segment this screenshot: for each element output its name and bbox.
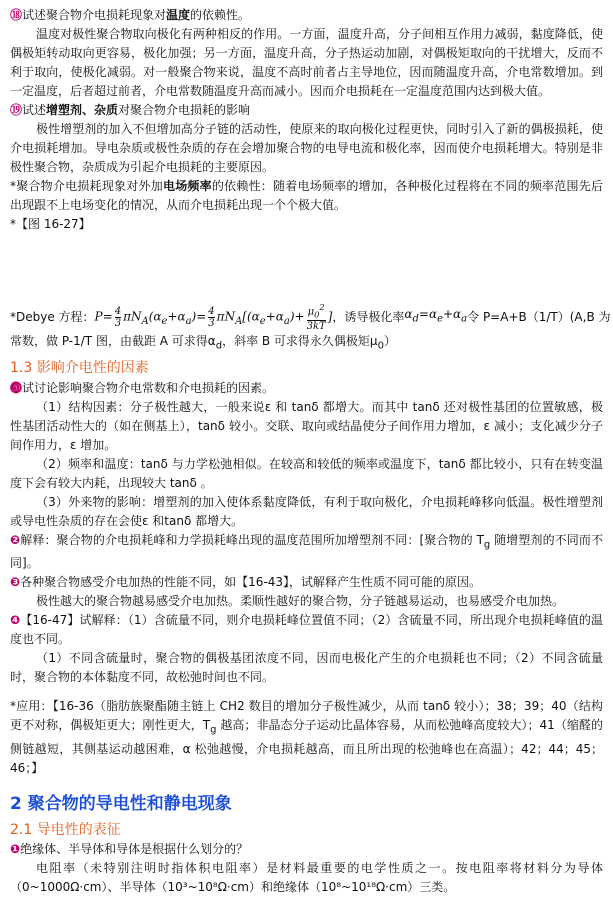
debye-rest: ，诱导极化率: [332, 309, 405, 324]
note-bold: 电场频率: [162, 179, 212, 193]
application-note: [10, 697, 603, 777]
figure-placeholder: [10, 234, 603, 298]
application-text-a: *应用：【16-36（脂肪族聚酯随主链上 CH2 数目的增加分子极性减少，从而 tanδ 较小）；38；39；40（结构更不对称，偶极矩更大；刚性更大，T: [10, 699, 603, 733]
question-text-a: 解释：聚合物的介电损耗峰和力学损耗峰出现的温度范围所加增塑剂不同：[聚合物的 T: [20, 532, 484, 547]
question-title-bold: 增塑剂、杂质: [46, 103, 119, 117]
question-title-c: 对聚合物介电损耗的影响: [118, 103, 251, 117]
question-title-c: 的依赖性。: [190, 8, 251, 22]
question-title-bold: 温度: [166, 8, 191, 22]
tg-subscript: g: [210, 724, 217, 736]
debye-label: *Debye 方程：: [10, 309, 95, 324]
question-title: 【16-47】试解释：（1）含硫量不同，则介电损耗峰位置值不同；（2）含硫量不同，所出现介电损耗峰值的温度也不同。: [10, 613, 603, 647]
question-loss-peak: [10, 531, 603, 573]
question-number: ❷: [10, 532, 21, 547]
question-text-b: 随增塑剂的不同而不同]。: [10, 532, 603, 571]
question-number: ⑱: [10, 8, 23, 22]
question-title: 绝缘体、半导体和导体是根据什么划分的？: [20, 841, 249, 856]
debye-rest2: 令 P=A+B（1/T）(A,B 为: [467, 309, 611, 324]
question-dielectric-heating: [10, 573, 603, 592]
question-title-a: 试述聚合物介电损耗现象对: [22, 8, 167, 22]
question-title: 试讨论影响聚合物介电常数和介电损耗的因素。: [22, 380, 275, 395]
answer-additives: （3）外来物的影响：增塑剂的加入使体系黏度降低，有利于取向极化，介电损耗峰移向低温。极性增塑剂或导电性杂质的存在会使ε 和tanδ 都增大。: [10, 494, 603, 528]
debye-equation: [10, 302, 611, 333]
question-number: ⓴: [10, 380, 23, 395]
debye-formula: P= $\frac{4}{3}$ $\pi N_A(\alpha_e+\alpha_a)=$ $\frac{4}{3}$ $\pi N_A[(\alpha_e+\alpha_a)+$ $\frac{\mu_0^2}{3kT}$ ]: [94, 302, 333, 333]
answer-temperature: 温度对极性聚合物取向极化有两种相反的作用。一方面，温度升高，分子间相互作用力减弱，黏度降低，使偶极矩转动取向更容易，极化加强；另一方面，温度升高，分子热运动加剧，对偶极矩取向的干扰增大，反而不利于取向，使极化减弱。对一般聚合物来说，温度不高时前者占主导地位，因而随温度升高，介电常数增加。到一定温度，后者超过前者，介电常数随温度升高而减小。因而介电损耗在一定温度范围内达到极大值。: [10, 27, 603, 98]
question-factors: [10, 379, 603, 398]
question-number: ⑲: [10, 103, 23, 117]
debye-line2-a: 常数，做 P-1/T 图，由截距 A 可求得α: [10, 334, 216, 349]
note-a: *聚合物介电损耗现象对外加: [10, 179, 163, 193]
debye-line2-b: ，斜率 B 可求得永久偶极矩μ: [222, 334, 378, 349]
question-plasticizer: [10, 101, 603, 120]
question-sulfur: [10, 611, 603, 649]
answer-frequency-temperature: （2）频率和温度：tanδ 与力学松弛相似。在较高和较低的频率或温度下，tanδ 都比较小，只有在转变温度下会有较大内耗，出现较大 tanδ 。: [10, 456, 603, 490]
spacer: [10, 687, 603, 697]
debye-sub-d: d: [215, 340, 223, 352]
answer-structure: （1）结构因素：分子极性越大，一般来说ε 和 tanδ 都增大。而其中 tanδ 还对极性基团的位置敏感，极性基团活动性大的（如在侧基上），tanδ 较小。交联、取向或结晶使分子间作用力增加，ε 减小；支化减少分子间作用力，ε 增加。: [10, 399, 603, 452]
debye-line2: [10, 332, 603, 355]
question-temperature: [10, 6, 603, 25]
note-c: 的依赖性：随着电场频率的增加，各种极化过程将在不同的频率范围先后出现跟不上电场变化的情况，从而介电损耗出现一个个极大值。: [10, 179, 603, 212]
application-text-b: 越高；非晶态分子运动比晶体容易，从而松弛峰高度较大）；41（缩醛的侧链越短，其侧基运动越困难，α 松弛越慢，介电损耗越高，而且所出现的松弛峰也在高温）；42；44；45；46；】: [10, 718, 603, 775]
question-number: ❸: [10, 575, 21, 590]
question-number: ❶: [10, 841, 21, 856]
answer-plasticizer: 极性增塑剂的加入不但增加高分子链的活动性，使原来的取向极化过程更快，同时引入了新的偶极损耗，使介电损耗增加。导电杂质或极性杂质的存在会增加聚合物的电导电流和极化率，因而使介电损耗增大。特别是非极性聚合物，杂质成为引起介电损耗的主要原因。: [10, 122, 603, 174]
note-frequency: [10, 177, 603, 215]
answer-dielectric-heating: 极性越大的聚合物越易感受介电加热。柔顺性越好的聚合物，分子链越易运动，也易感受介电加热。: [36, 594, 565, 609]
section-heading-1-3: 1.3 影响介电性的因素: [10, 359, 149, 376]
induced-polarizability: $\alpha_d=\alpha_e+\alpha_a$: [404, 307, 468, 325]
debye-line2-c: ）: [383, 334, 396, 349]
question-number: ❹: [10, 613, 21, 628]
debye-sub-0: 0: [377, 340, 384, 352]
tg-subscript: g: [483, 539, 491, 551]
section-heading-2-1: 2.1 导电性的表征: [10, 821, 121, 838]
question-title: 各种聚合物感受介电加热的性能不同，如【16-43】，试解释产生性质不同可能的原因。: [20, 575, 482, 590]
figure-reference: *【图 16-27】: [10, 217, 91, 231]
chapter-heading-2: 2 聚合物的导电性和静电现象: [10, 793, 232, 814]
answer-classification: 电阻率（未特别注明时指体积电阻率）是材料最重要的电学性质之一。按电阻率将材料分为导体（0~1000Ω·cm）、半导体（10³~10⁸Ω·cm）和绝缘体（10⁸~10¹⁸Ω·cm）三类。: [10, 860, 603, 894]
question-classification: [10, 840, 603, 859]
answer-sulfur: （1）不同含硫量时，聚合物的偶极基团浓度不同，因而电极化产生的介电损耗也不同；（2）不同含硫量时，聚合物的本体黏度不同，故松弛时间也不同。: [10, 651, 603, 685]
question-title-a: 试述: [22, 103, 47, 117]
